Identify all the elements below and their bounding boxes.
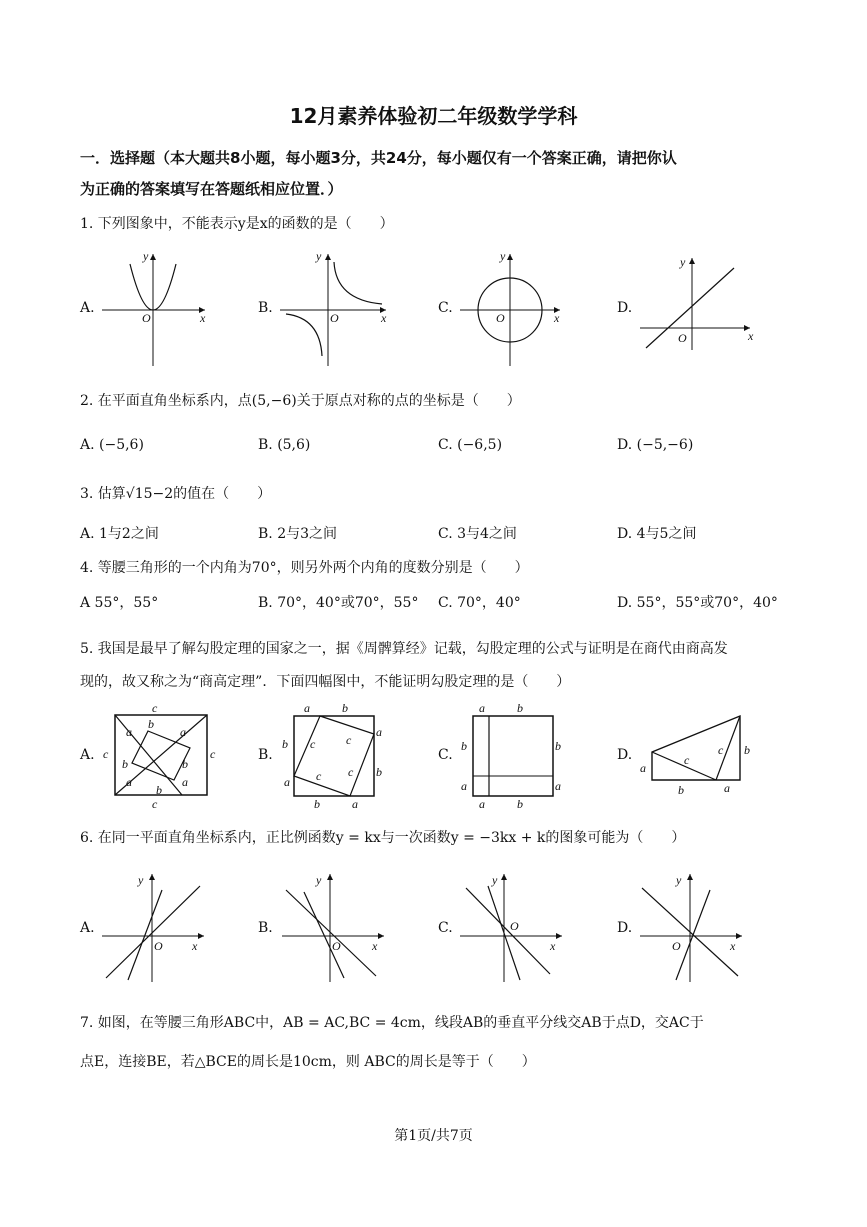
y-axis-label: y: [316, 873, 322, 887]
label-c: c: [152, 797, 158, 811]
q6-option-a: A.: [80, 920, 95, 936]
label-b: b: [744, 743, 750, 757]
label-a: a: [555, 779, 561, 793]
q5-stem-line1: 5. 我国是最早了解勾股定理的国家之一，据《周髀算经》记载，勾股定理的公式与证明是在商代由商高发: [80, 641, 728, 657]
label-c: c: [152, 701, 158, 715]
origin-label: O: [332, 939, 341, 953]
label-a: a: [479, 797, 485, 811]
y-axis-label: y: [500, 249, 506, 263]
origin-label: O: [510, 919, 519, 933]
label-b: b: [555, 739, 561, 753]
label-b: b: [182, 757, 188, 771]
label-c: c: [103, 747, 109, 761]
q1-graph-c: [458, 248, 568, 368]
y-axis-label: y: [143, 249, 149, 263]
q1-graph-a: [100, 248, 210, 368]
q7-stem-line2: 点E，连接BE，若△BCE的周长是10cm，则 ABC的周长是等于（ ）: [80, 1054, 536, 1070]
x-axis-label: x: [550, 939, 556, 953]
q1-option-b: B.: [258, 300, 273, 316]
label-b: b: [314, 797, 320, 811]
label-b: b: [122, 757, 128, 771]
label-b: b: [517, 701, 523, 715]
x-axis-label: x: [554, 311, 560, 325]
y-axis-label: y: [138, 873, 144, 887]
label-c: c: [346, 733, 352, 747]
q2-option-c: C. (−6,5): [438, 437, 503, 453]
q1-option-c: C.: [438, 300, 453, 316]
label-b: b: [678, 783, 684, 797]
q4-option-d: D. 55°，55°或70°，40°: [617, 595, 778, 611]
label-a: a: [126, 775, 132, 789]
q5-figure-c: [455, 700, 570, 815]
q1-option-a: A.: [80, 300, 95, 316]
label-b: b: [376, 765, 382, 779]
q4-stem: 4. 等腰三角形的一个内角为70°，则另外两个内角的度数分别是（ ）: [80, 560, 529, 576]
q3-option-a: A. 1与2之间: [80, 526, 159, 542]
label-a: a: [284, 775, 290, 789]
label-a: a: [640, 761, 646, 775]
label-a: a: [180, 725, 186, 739]
origin-label: O: [330, 311, 339, 325]
label-b: b: [342, 701, 348, 715]
q1-graph-b: [278, 248, 393, 368]
y-axis-label: y: [492, 873, 498, 887]
q1-stem: 1. 下列图象中，不能表示y是x的函数的是（ ）: [80, 216, 394, 232]
label-c: c: [310, 737, 316, 751]
q3-option-b: B. 2与3之间: [258, 526, 338, 542]
section-heading-line1: 一．选择题（本大题共8小题，每小题3分，共24分，每小题仅有一个答案正确，请把你认: [80, 149, 677, 167]
y-axis-label: y: [676, 873, 682, 887]
origin-label: O: [154, 939, 163, 953]
page-footer: 第1页/共7页: [394, 1128, 473, 1144]
label-a: a: [352, 797, 358, 811]
y-axis-label: y: [316, 249, 322, 263]
q5-option-a: A.: [80, 747, 95, 763]
x-axis-label: x: [200, 311, 206, 325]
origin-label: O: [672, 939, 681, 953]
label-a: a: [182, 775, 188, 789]
q7-stem-line1: 7. 如图，在等腰三角形ABC中，AB = AC,BC = 4cm，线段AB的垂直平分线交AB于点D，交AC于: [80, 1015, 704, 1031]
q6-stem: 6. 在同一平面直角坐标系内，正比例函数y = kx与一次函数y = −3kx + k的图象可能为（ ）: [80, 830, 686, 846]
label-a: a: [126, 725, 132, 739]
x-axis-label: x: [748, 329, 754, 343]
label-a: a: [376, 725, 382, 739]
q6-option-b: B.: [258, 920, 273, 936]
label-a: a: [724, 781, 730, 795]
q6-graph-a: [100, 870, 210, 985]
q1-graph-d: [638, 252, 758, 352]
q5-figure-a: [100, 700, 215, 810]
label-c: c: [684, 753, 690, 767]
label-b: b: [156, 783, 162, 797]
q2-option-a: A. (−5,6): [80, 437, 144, 453]
origin-label: O: [678, 331, 687, 345]
page-title: 12月素养体验初二年级数学学科: [289, 104, 578, 128]
label-a: a: [461, 779, 467, 793]
label-b: b: [461, 739, 467, 753]
label-b: b: [517, 797, 523, 811]
label-c: c: [348, 765, 354, 779]
q5-option-c: C.: [438, 747, 453, 763]
x-axis-label: x: [192, 939, 198, 953]
x-axis-label: x: [372, 939, 378, 953]
q3-stem: 3. 估算√15−2的值在（ ）: [80, 486, 272, 502]
q5-figure-b: [280, 700, 390, 815]
q4-option-b: B. 70°，40°或70°，55°: [258, 595, 419, 611]
q6-option-c: C.: [438, 920, 453, 936]
q5-option-b: B.: [258, 747, 273, 763]
q4-option-a: A 55°，55°: [80, 595, 159, 611]
label-a: a: [479, 701, 485, 715]
q5-stem-line2: 现的，故又称之为“商高定理”．下面四幅图中，不能证明勾股定理的是（ ）: [80, 674, 571, 690]
x-axis-label: x: [381, 311, 387, 325]
origin-label: O: [496, 311, 505, 325]
label-b: b: [282, 737, 288, 751]
y-axis-label: y: [680, 255, 686, 269]
q5-figure-d: [636, 708, 756, 798]
label-c: c: [316, 769, 322, 783]
q3-option-c: C. 3与4之间: [438, 526, 517, 542]
q2-option-d: D. (−5,−6): [617, 437, 694, 453]
section-heading-line2: 为正确的答案填写在答题纸相应位置．）: [80, 180, 343, 198]
label-c: c: [718, 743, 724, 757]
q6-graph-b: [280, 870, 390, 985]
q6-option-d: D.: [617, 920, 633, 936]
q2-option-b: B. (5,6): [258, 437, 311, 453]
q5-option-d: D.: [617, 747, 633, 763]
origin-label: O: [142, 311, 151, 325]
label-a: a: [304, 701, 310, 715]
label-b: b: [148, 717, 154, 731]
label-c: c: [210, 747, 216, 761]
q1-option-d: D.: [617, 300, 633, 316]
q2-stem: 2. 在平面直角坐标系内，点(5,−6)关于原点对称的点的坐标是（ ）: [80, 393, 521, 409]
q3-option-d: D. 4与5之间: [617, 526, 697, 542]
x-axis-label: x: [730, 939, 736, 953]
q6-graph-c: [458, 870, 568, 985]
q6-graph-d: [638, 870, 748, 985]
q4-option-c: C. 70°，40°: [438, 595, 521, 611]
